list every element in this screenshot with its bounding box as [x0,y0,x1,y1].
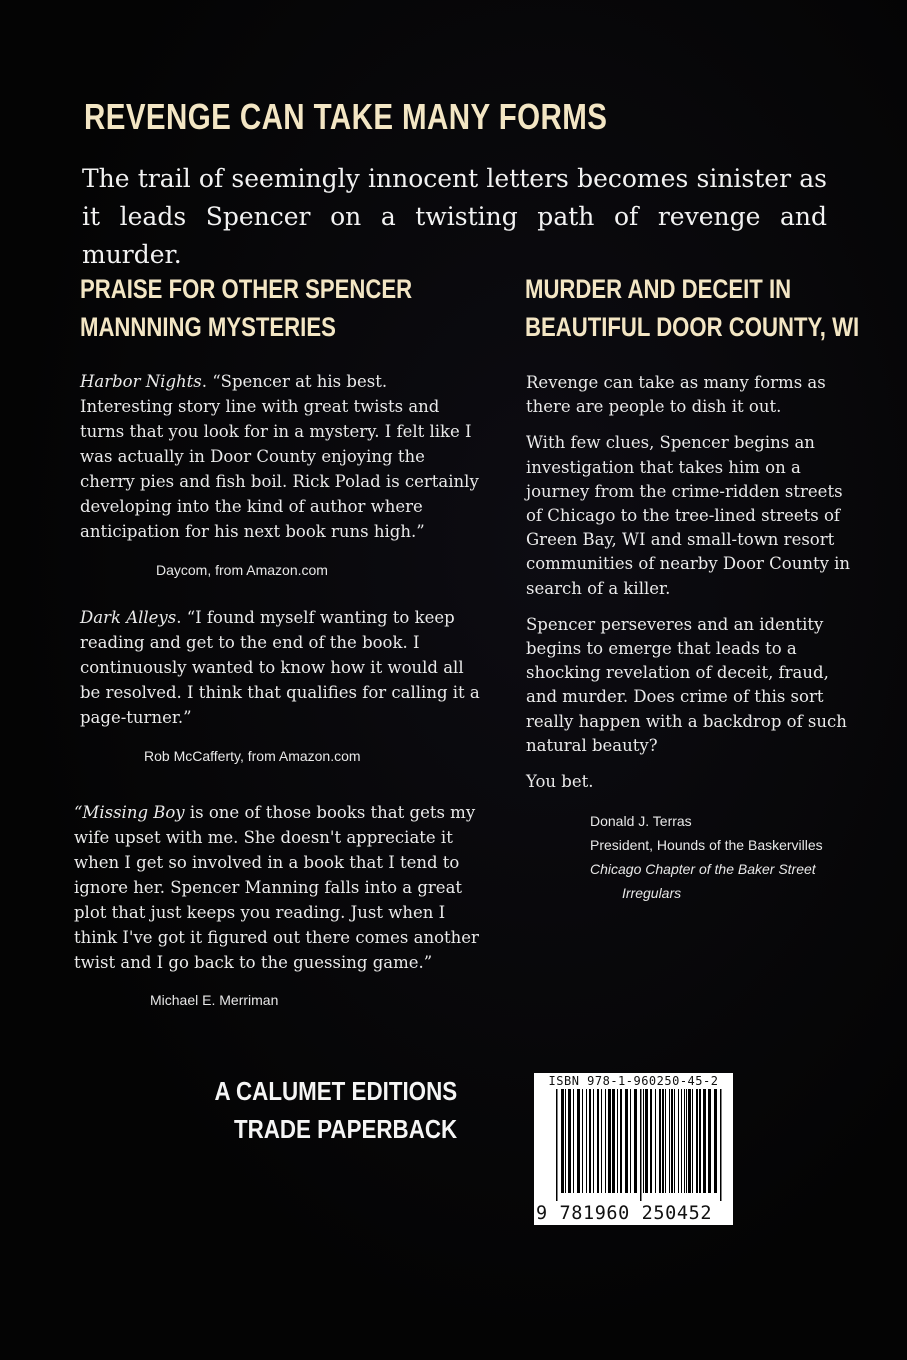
barcode-bar [597,1089,599,1193]
praise-heading-line1: PRAISE FOR OTHER SPENCER [80,274,413,304]
barcode-bar [608,1089,611,1193]
synopsis-heading-line2: BEAUTIFUL DOOR COUNTY, WI [525,312,860,342]
synopsis-paragraph: Spencer perseveres and an identity begins to emerge that leads to a shocking revelation of deceit, fraud, and murder. Does crime of this sort really happen with a backdrop of such natural beauty? [526,614,847,755]
signature-org: Irregulars [622,885,682,901]
barcode-bars [554,1089,724,1201]
signature-title: President, Hounds of the Baskervilles [590,837,823,853]
barcode-bar [686,1089,687,1193]
quote-text: . “I found myself wanting to keep reading and get to the end of the book. I continuously wanted to know how it would all be resolved. I think that qualifies for calling it a page-turner.” [80,608,480,727]
barcode-bar [714,1089,717,1193]
quote-title: Dark Alleys [80,608,177,627]
publisher-line2: TRADE PAPERBACK [233,1114,457,1144]
headline: REVENGE CAN TAKE MANY FORMS [84,96,608,137]
barcode-bar [565,1089,566,1193]
quote-dark-alleys [80,605,480,730]
barcode-bar [655,1089,656,1193]
tagline: The trail of seemingly innocent letters becomes sinister as it leads Spencer on a twisting path of revenge and murder. [82,164,827,269]
signature-name: Donald J. Terras [590,813,692,829]
barcode-bar [593,1089,594,1193]
quote-text: . “Spencer at his best. Interesting story line with great twists and turns that you look for in a mystery. I felt like I was actually in Door County enjoying the cherry pies and fish boil. Rick Polad is certainly developing into the kind of author where anticipation for his next book runs high.” [80,372,479,541]
barcode-bar [688,1089,691,1193]
isbn-barcode [534,1073,733,1225]
synopsis-heading-line1: MURDER AND DECEIT IN [525,274,792,304]
barcode-bar [665,1089,666,1193]
publisher-line1: A CALUMET EDITIONS [214,1076,457,1106]
barcode-bar [643,1089,644,1193]
synopsis-body [526,371,861,806]
barcode-bar [699,1089,701,1193]
quote-harbor-nights [80,369,480,544]
synopsis-paragraph: You bet. [526,772,594,792]
quote-text: is one of those books that gets my wife upset with me. She doesn't appreciate it when I get so involved in a book that I tend to ignore her. Spencer Manning falls into a great plot that just keeps you reading. Just when I think I've got it figured out there comes another twist and I go back to the guessing game.” [74,803,479,972]
barcode-bar [640,1089,642,1201]
barcode-bar [669,1089,670,1193]
barcode-bar [577,1089,580,1193]
barcode-bar [601,1089,602,1193]
quote-title: Harbor Nights [80,372,202,391]
barcode-bar [620,1089,622,1193]
publisher-imprint [214,1072,457,1148]
praise-heading-line2: MANNNING MYSTERIES [80,312,336,342]
barcode-bar [605,1089,606,1193]
quote-attribution: Michael E. Merriman [150,992,279,1008]
barcode-bar [589,1089,591,1193]
barcode-bar [692,1089,693,1193]
barcode-bar [678,1089,679,1193]
barcode-bar [720,1089,722,1201]
barcode-bar [612,1089,615,1193]
barcode-bar [625,1089,628,1193]
barcode-bar [617,1089,618,1193]
barcode-bar [696,1089,698,1193]
barcode-bar [708,1089,711,1193]
barcode-bar [681,1089,682,1193]
barcode-bar [582,1089,583,1193]
barcode-bar [645,1089,648,1193]
barcode-bar [674,1089,675,1193]
quote-title: “Missing Boy [74,803,185,822]
barcode-bar [568,1089,571,1193]
quote-attribution: Daycom, from Amazon.com [156,562,328,578]
barcode-bar [659,1089,661,1193]
barcode-bar [573,1089,574,1193]
synopsis-paragraph: Revenge can take as many forms as there are people to dish it out. [526,373,826,417]
barcode-bar [586,1089,587,1193]
barcode-bar [556,1089,558,1201]
barcode-bar [634,1089,637,1193]
isbn-label: ISBN 978-1-960250-45-2 [548,1074,719,1088]
praise-heading [80,270,412,346]
barcode-bar [671,1089,673,1193]
synopsis-paragraph: With few clues, Spencer begins an investigation that takes him on a journey from the crime-ridden streets of Chicago to the tree-lined streets of Green Bay, WI and small-town resort communities of nearby Door County in search of a killer. [526,433,851,598]
quote-attribution: Rob McCafferty, from Amazon.com [144,748,361,764]
signature [590,809,823,905]
barcode-bar [662,1089,664,1193]
quote-missing-boy [74,800,486,975]
barcode-bar [650,1089,652,1193]
signature-org: Chicago Chapter of the Baker Street [590,861,816,877]
barcode-bar [703,1089,706,1193]
barcode-bar [630,1089,631,1193]
barcode-bar [561,1089,564,1193]
barcode-bar [684,1089,685,1193]
synopsis-heading [525,270,859,346]
isbn-digits: 9 781960 250452 [536,1203,713,1224]
